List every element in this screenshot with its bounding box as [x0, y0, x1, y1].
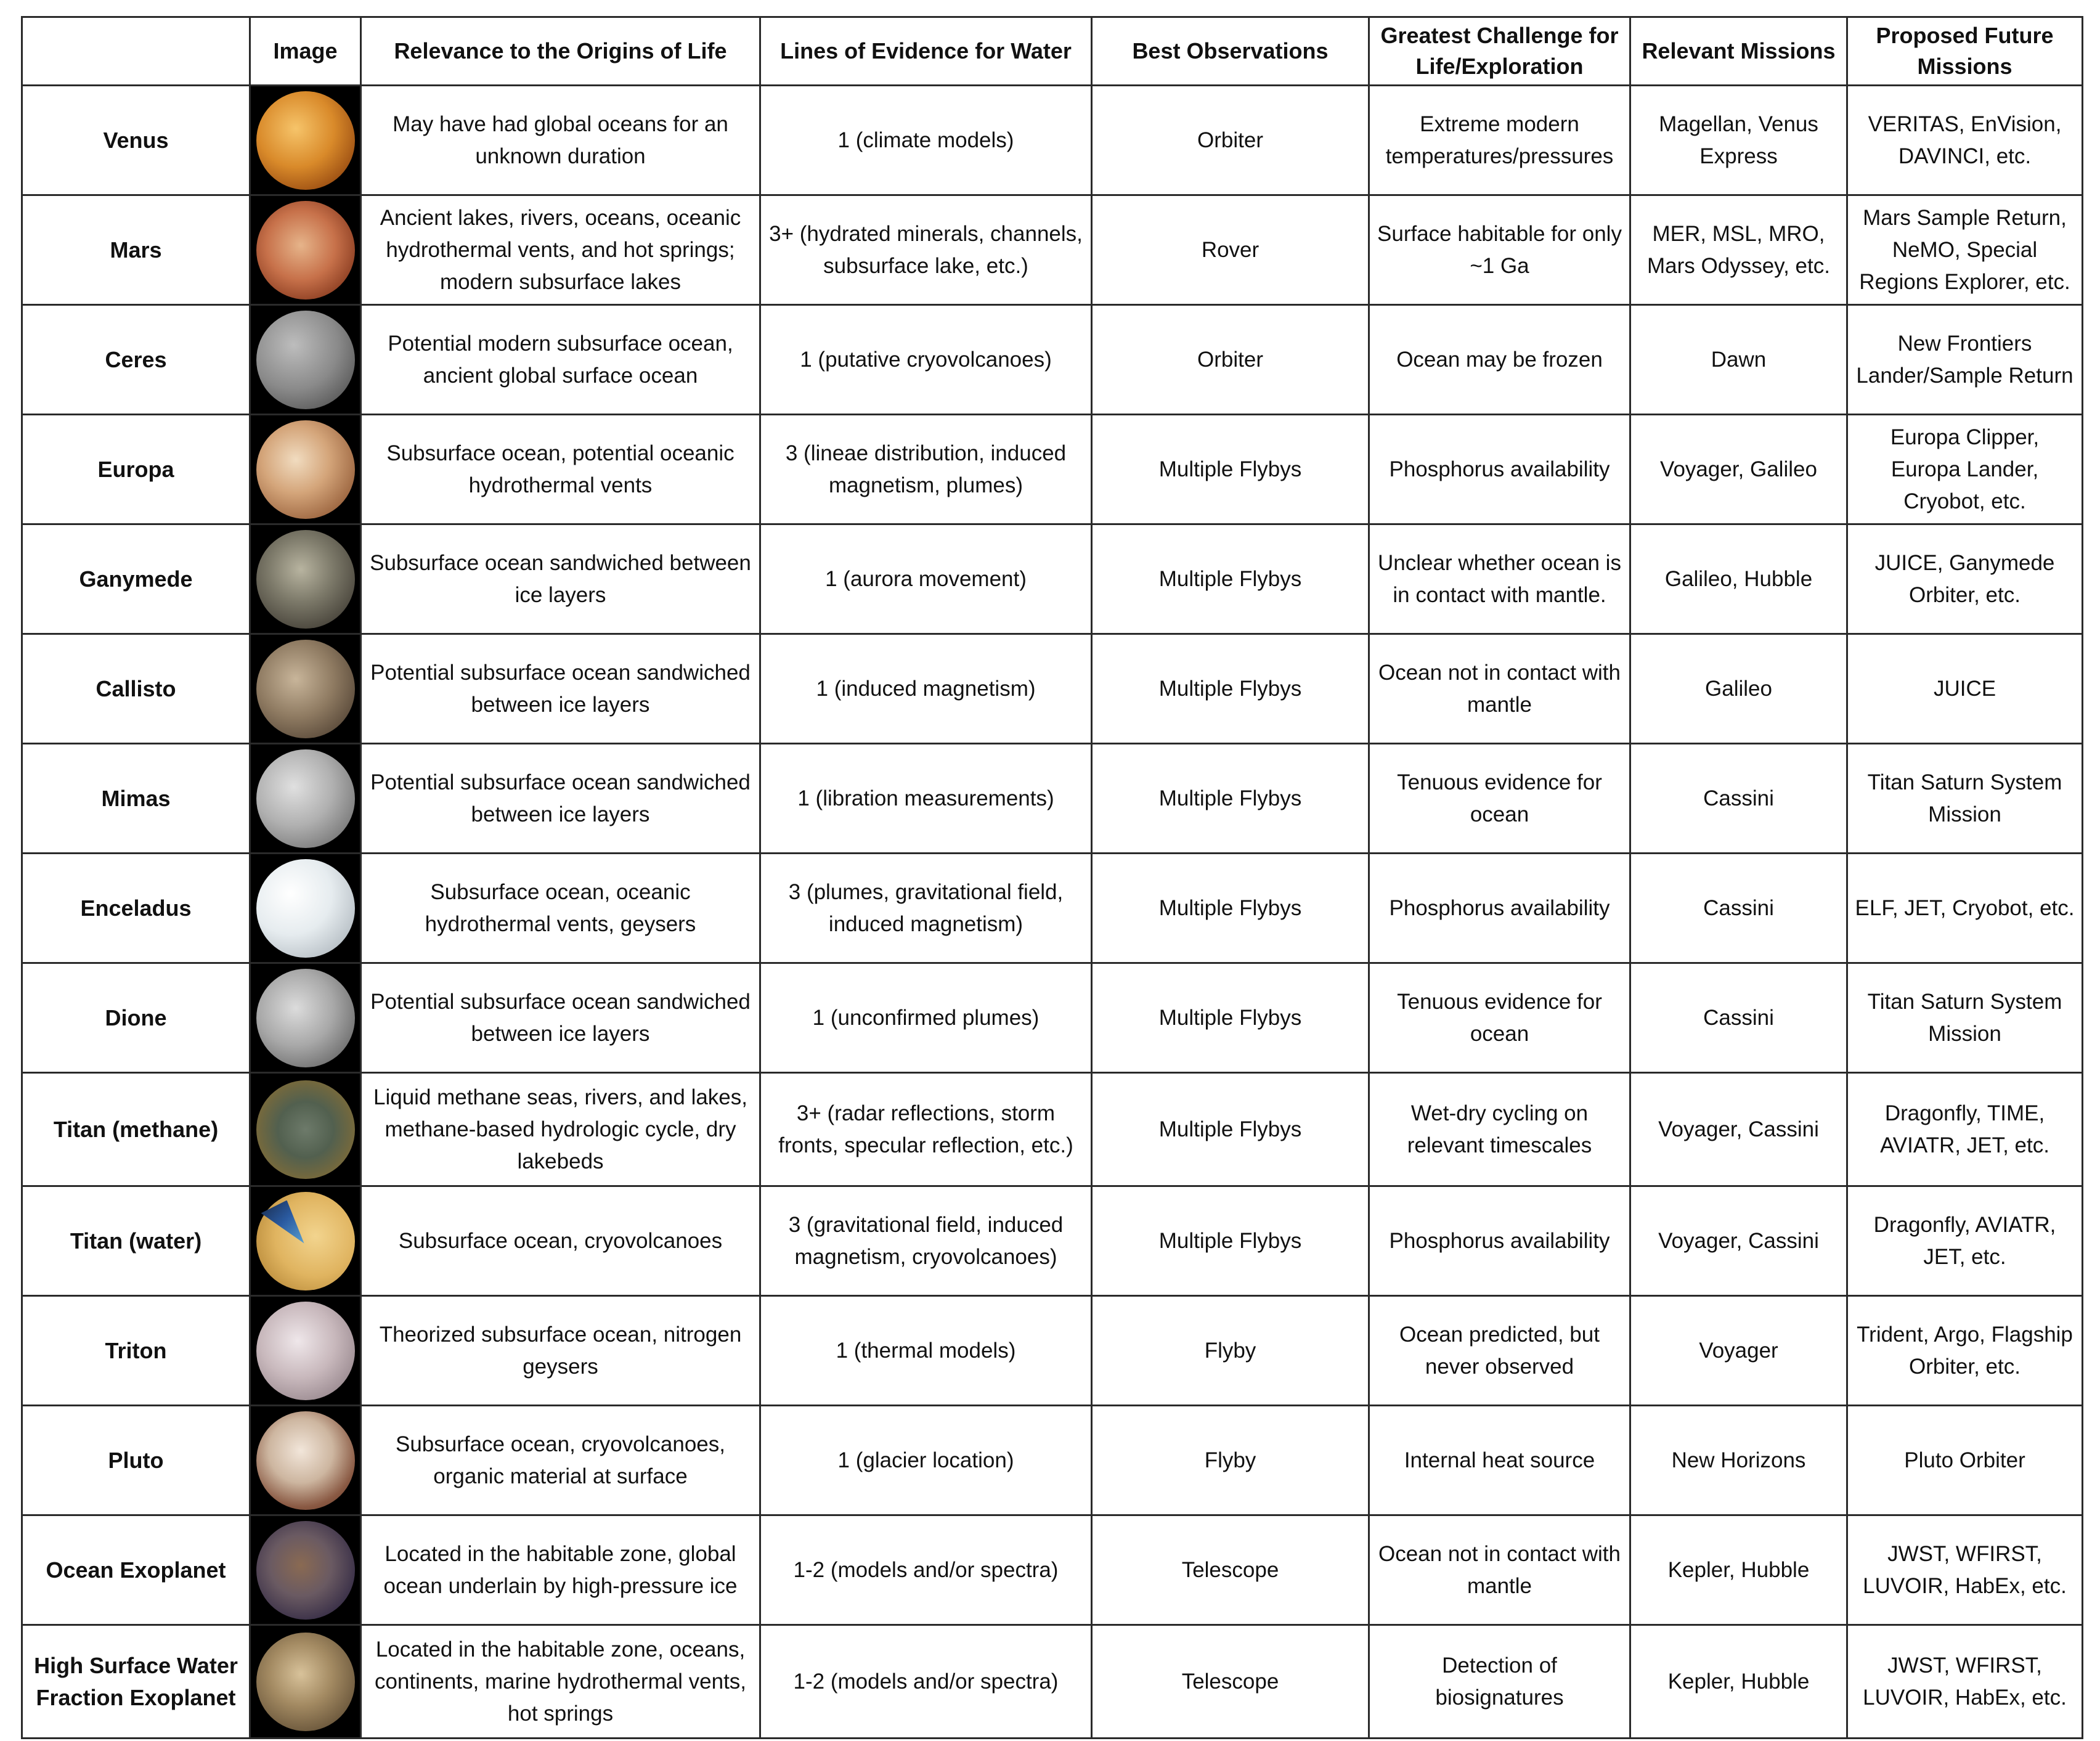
mars-image — [256, 201, 355, 300]
table-row — [22, 195, 2083, 305]
header-row — [22, 17, 2083, 86]
observations-cell: Rover — [1092, 195, 1369, 305]
header-relevance: Relevance to the Origins of Life — [361, 17, 760, 86]
body-name: Mars — [22, 195, 250, 305]
table-row — [22, 1515, 2083, 1625]
body-name: Ganymede — [22, 524, 250, 634]
challenge-cell: Ocean predicted, but never observed — [1369, 1296, 1630, 1406]
high-surface-water-exoplanet-image — [256, 1633, 355, 1731]
future-cell: Titan Saturn System Mission — [1847, 744, 2083, 854]
table-row — [22, 524, 2083, 634]
evidence-cell: 1 (thermal models) — [760, 1296, 1092, 1406]
habitability-table — [21, 16, 2083, 1739]
missions-cell: Voyager, Cassini — [1630, 1073, 1847, 1186]
missions-cell: Cassini — [1630, 744, 1847, 854]
missions-cell: Voyager — [1630, 1296, 1847, 1406]
observations-cell: Orbiter — [1092, 305, 1369, 415]
callisto-image — [256, 640, 355, 738]
table-row — [22, 1186, 2083, 1296]
body-name: Triton — [22, 1296, 250, 1406]
table-row — [22, 854, 2083, 963]
evidence-cell: 1 (glacier location) — [760, 1406, 1092, 1515]
ocean-exoplanet-image — [256, 1521, 355, 1620]
relevance-cell: Subsurface ocean sandwiched between ice layers — [361, 524, 760, 634]
future-cell: Dragonfly, AVIATR, JET, etc. — [1847, 1186, 2083, 1296]
ganymede-image — [256, 530, 355, 629]
header-image: Image — [250, 17, 361, 86]
future-cell: Mars Sample Return, NeMO, Special Regions Explorer, etc. — [1847, 195, 2083, 305]
challenge-cell: Surface habitable for only ~1 Ga — [1369, 195, 1630, 305]
table-row — [22, 1625, 2083, 1739]
challenge-cell: Tenuous evidence for ocean — [1369, 744, 1630, 854]
enceladus-image — [256, 859, 355, 958]
table-row — [22, 744, 2083, 854]
titan-water-image — [256, 1192, 355, 1290]
dione-image — [256, 969, 355, 1067]
body-name: Callisto — [22, 634, 250, 744]
challenge-cell: Detection of biosignatures — [1369, 1625, 1630, 1739]
future-cell: JUICE — [1847, 634, 2083, 744]
missions-cell: New Horizons — [1630, 1406, 1847, 1515]
missions-cell: MER, MSL, MRO, Mars Odyssey, etc. — [1630, 195, 1847, 305]
body-name: Pluto — [22, 1406, 250, 1515]
table-row — [22, 415, 2083, 524]
relevance-cell: Potential subsurface ocean sandwiched between ice layers — [361, 963, 760, 1073]
relevance-cell: Subsurface ocean, potential oceanic hydrothermal vents — [361, 415, 760, 524]
header-blank — [22, 17, 250, 86]
challenge-cell: Ocean may be frozen — [1369, 305, 1630, 415]
evidence-cell: 1 (aurora movement) — [760, 524, 1092, 634]
future-cell: Titan Saturn System Mission — [1847, 963, 2083, 1073]
observations-cell: Multiple Flybys — [1092, 415, 1369, 524]
future-cell: JWST, WFIRST, LUVOIR, HabEx, etc. — [1847, 1515, 2083, 1625]
relevance-cell: Subsurface ocean, cryovolcanoes, organic material at surface — [361, 1406, 760, 1515]
future-cell: ELF, JET, Cryobot, etc. — [1847, 854, 2083, 963]
relevance-cell: May have had global oceans for an unknown duration — [361, 86, 760, 195]
body-name: Titan (water) — [22, 1186, 250, 1296]
evidence-cell: 3+ (radar reflections, storm fronts, specular reflection, etc.) — [760, 1073, 1092, 1186]
body-name: Dione — [22, 963, 250, 1073]
observations-cell: Flyby — [1092, 1406, 1369, 1515]
evidence-cell: 1 (unconfirmed plumes) — [760, 963, 1092, 1073]
challenge-cell: Wet-dry cycling on relevant timescales — [1369, 1073, 1630, 1186]
europa-image — [256, 420, 355, 519]
relevance-cell: Ancient lakes, rivers, oceans, oceanic hydrothermal vents, and hot springs; modern subsurface lakes — [361, 195, 760, 305]
header-challenge: Greatest Challenge for Life/Exploration — [1369, 17, 1630, 86]
future-cell: Europa Clipper, Europa Lander, Cryobot, etc. — [1847, 415, 2083, 524]
observations-cell: Flyby — [1092, 1296, 1369, 1406]
challenge-cell: Tenuous evidence for ocean — [1369, 963, 1630, 1073]
observations-cell: Multiple Flybys — [1092, 634, 1369, 744]
table-row — [22, 634, 2083, 744]
header-future: Proposed Future Missions — [1847, 17, 2083, 86]
missions-cell: Cassini — [1630, 854, 1847, 963]
table-row — [22, 305, 2083, 415]
relevance-cell: Potential subsurface ocean sandwiched between ice layers — [361, 744, 760, 854]
table-row — [22, 963, 2083, 1073]
evidence-cell: 3 (lineae distribution, induced magnetism, plumes) — [760, 415, 1092, 524]
relevance-cell: Subsurface ocean, cryovolcanoes — [361, 1186, 760, 1296]
body-name: Ceres — [22, 305, 250, 415]
challenge-cell: Phosphorus availability — [1369, 1186, 1630, 1296]
header-evidence: Lines of Evidence for Water — [760, 17, 1092, 86]
table-row — [22, 1406, 2083, 1515]
evidence-cell: 3+ (hydrated minerals, channels, subsurface lake, etc.) — [760, 195, 1092, 305]
body-name: High Surface Water Fraction Exoplanet — [22, 1625, 250, 1739]
evidence-cell: 3 (plumes, gravitational field, induced magnetism) — [760, 854, 1092, 963]
future-cell: VERITAS, EnVision, DAVINCI, etc. — [1847, 86, 2083, 195]
challenge-cell: Internal heat source — [1369, 1406, 1630, 1515]
observations-cell: Multiple Flybys — [1092, 744, 1369, 854]
challenge-cell: Ocean not in contact with mantle — [1369, 634, 1630, 744]
table-row — [22, 86, 2083, 195]
relevance-cell: Theorized subsurface ocean, nitrogen geysers — [361, 1296, 760, 1406]
pluto-image — [256, 1411, 355, 1510]
missions-cell: Galileo, Hubble — [1630, 524, 1847, 634]
body-name: Mimas — [22, 744, 250, 854]
missions-cell: Galileo — [1630, 634, 1847, 744]
future-cell: Dragonfly, TIME, AVIATR, JET, etc. — [1847, 1073, 2083, 1186]
observations-cell: Multiple Flybys — [1092, 963, 1369, 1073]
missions-cell: Voyager, Galileo — [1630, 415, 1847, 524]
evidence-cell: 3 (gravitational field, induced magnetism, cryovolcanoes) — [760, 1186, 1092, 1296]
ceres-image — [256, 311, 355, 409]
observations-cell: Multiple Flybys — [1092, 854, 1369, 963]
observations-cell: Multiple Flybys — [1092, 1073, 1369, 1186]
relevance-cell: Located in the habitable zone, oceans, continents, marine hydrothermal vents, hot springs — [361, 1625, 760, 1739]
body-name: Europa — [22, 415, 250, 524]
titan-methane-image — [256, 1080, 355, 1179]
relevance-cell: Subsurface ocean, oceanic hydrothermal vents, geysers — [361, 854, 760, 963]
relevance-cell: Potential subsurface ocean sandwiched between ice layers — [361, 634, 760, 744]
body-name: Venus — [22, 86, 250, 195]
table-row — [22, 1073, 2083, 1186]
observations-cell: Multiple Flybys — [1092, 524, 1369, 634]
body-name: Titan (methane) — [22, 1073, 250, 1186]
mimas-image — [256, 749, 355, 848]
observations-cell: Telescope — [1092, 1515, 1369, 1625]
missions-cell: Kepler, Hubble — [1630, 1625, 1847, 1739]
body-name: Ocean Exoplanet — [22, 1515, 250, 1625]
challenge-cell: Phosphorus availability — [1369, 415, 1630, 524]
observations-cell: Telescope — [1092, 1625, 1369, 1739]
challenge-cell: Unclear whether ocean is in contact with mantle. — [1369, 524, 1630, 634]
body-name: Enceladus — [22, 854, 250, 963]
table-row — [22, 1296, 2083, 1406]
missions-cell: Dawn — [1630, 305, 1847, 415]
evidence-cell: 1 (climate models) — [760, 86, 1092, 195]
header-observations: Best Observations — [1092, 17, 1369, 86]
triton-image — [256, 1302, 355, 1400]
future-cell: JUICE, Ganymede Orbiter, etc. — [1847, 524, 2083, 634]
future-cell: Trident, Argo, Flagship Orbiter, etc. — [1847, 1296, 2083, 1406]
challenge-cell: Phosphorus availability — [1369, 854, 1630, 963]
evidence-cell: 1 (libration measurements) — [760, 744, 1092, 854]
challenge-cell: Ocean not in contact with mantle — [1369, 1515, 1630, 1625]
missions-cell: Magellan, Venus Express — [1630, 86, 1847, 195]
challenge-cell: Extreme modern temperatures/pressures — [1369, 86, 1630, 195]
evidence-cell: 1-2 (models and/or spectra) — [760, 1625, 1092, 1739]
evidence-cell: 1 (putative cryovolcanoes) — [760, 305, 1092, 415]
header-missions: Relevant Missions — [1630, 17, 1847, 86]
missions-cell: Voyager, Cassini — [1630, 1186, 1847, 1296]
observations-cell: Orbiter — [1092, 86, 1369, 195]
evidence-cell: 1 (induced magnetism) — [760, 634, 1092, 744]
observations-cell: Multiple Flybys — [1092, 1186, 1369, 1296]
missions-cell: Kepler, Hubble — [1630, 1515, 1847, 1625]
relevance-cell: Liquid methane seas, rivers, and lakes, methane-based hydrologic cycle, dry lakebeds — [361, 1073, 760, 1186]
missions-cell: Cassini — [1630, 963, 1847, 1073]
future-cell: Pluto Orbiter — [1847, 1406, 2083, 1515]
venus-image — [256, 91, 355, 190]
cutaway-wedge — [261, 1201, 304, 1244]
evidence-cell: 1-2 (models and/or spectra) — [760, 1515, 1092, 1625]
future-cell: New Frontiers Lander/Sample Return — [1847, 305, 2083, 415]
relevance-cell: Located in the habitable zone, global ocean underlain by high-pressure ice — [361, 1515, 760, 1625]
relevance-cell: Potential modern subsurface ocean, ancient global surface ocean — [361, 305, 760, 415]
future-cell: JWST, WFIRST, LUVOIR, HabEx, etc. — [1847, 1625, 2083, 1739]
